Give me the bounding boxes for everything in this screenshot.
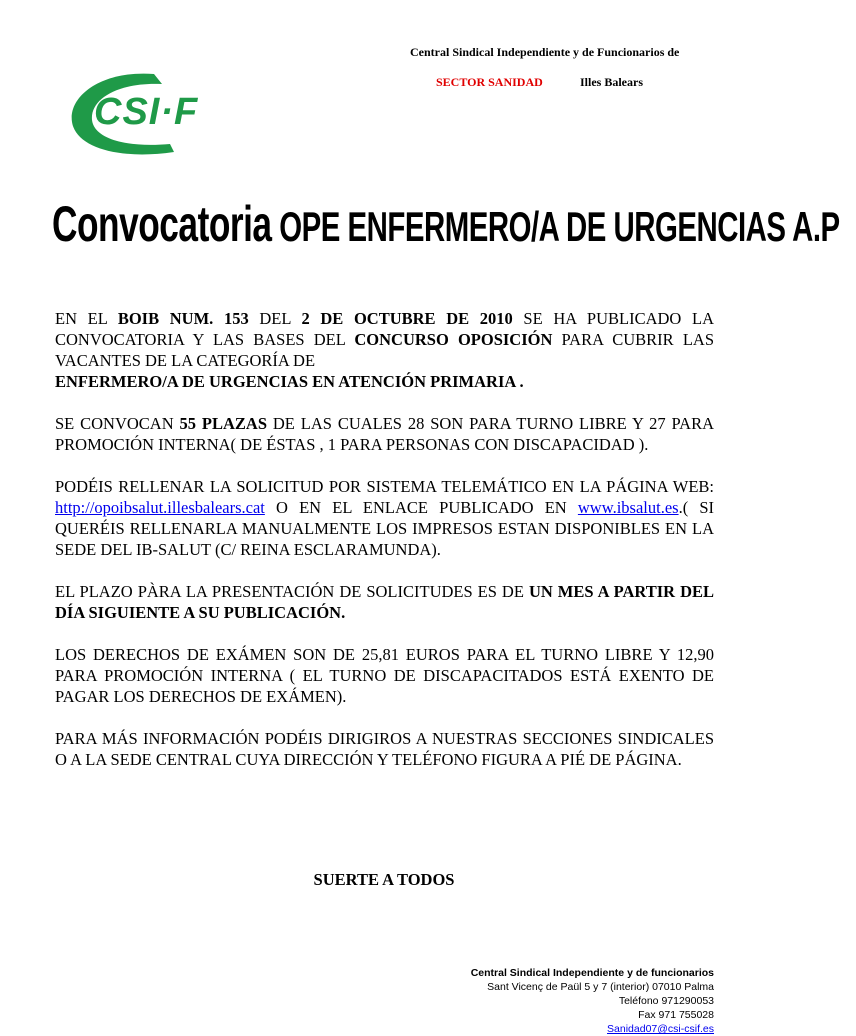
csif-logo <box>62 68 247 158</box>
title-rest: OPE ENFERMERO/A DE URGENCIAS A.P <box>279 204 840 251</box>
ibsalut-link[interactable]: www.ibsalut.es <box>577 498 679 517</box>
closing-text: SUERTE A TODOS <box>313 870 455 889</box>
paragraph-derechos: LOS DERECHOS DE EXÁMEN SON DE 25,81 EUROS PARA EL TURNO LIBRE Y 12,90 PARA PROMOCIÓN INTERNA ( EL TURNO DE DISCAPACITADOS ESTÁ EXENTO DE PAGAR LOS DERECHOS DE EXÁMEN). <box>55 645 714 706</box>
opoibsalut-link[interactable]: http://opoibsalut.illesbalears.cat <box>55 498 265 517</box>
header-org-line: Central Sindical Independiente y de Funcionarios de <box>410 45 680 59</box>
paragraph-boib: EN EL BOIB NUM. 153 DEL 2 DE OCTUBRE DE 2010 SE HA PUBLICADO LA CONVOCATORIA Y LAS BASES DEL CONCURSO OPOSICIÓN PARA CUBRIR LAS VACANTES DE LA CATEGORÍA DE <box>55 309 714 370</box>
footer-org: Central Sindical Independiente y de funcionarios <box>470 967 714 979</box>
paragraph-plazo: EL PLAZO PÀRA LA PRESENTACIÓN DE SOLICITUDES ES DE UN MES A PARTIR DEL DÍA SIGUIENTE A SU PUBLICACIÓN. <box>55 582 714 622</box>
logo-text: CSI·F <box>94 91 199 133</box>
footer <box>314 966 714 1036</box>
paragraph-informacion: PARA MÁS INFORMACIÓN PODÉIS DIRIGIROS A NUESTRAS SECCIONES SINDICALES O A LA SEDE CENTRAL CUYA DIRECCIÓN Y TELÉFONO FIGURA A PIÉ DE PÁGINA. <box>55 729 714 769</box>
paragraph-solicitud: PODÉIS RELLENAR LA SOLICITUD POR SISTEMA TELEMÁTICO EN LA PÁGINA WEB: http://opoibsalut.illesbalears.cat O EN EL ENLACE PUBLICADO EN www.ibsalut.es.( SI QUERÉIS RELLENARLA MANUALMENTE LOS IMPRESOS ESTAN DISPONIBLES EN LA SEDE DEL IB-SALUT (C/ REINA ESCLARAMUNDA). <box>55 477 715 559</box>
paragraph-plazas: SE CONVOCAN 55 PLAZAS DE LAS CUALES 28 SON PARA TURNO LIBRE Y 27 PARA PROMOCIÓN INTERNA( DE ÉSTAS , 1 PARA PERSONAS CON DISCAPACIDAD ). <box>55 414 714 454</box>
footer-fax: Fax 971 755028 <box>638 1009 714 1021</box>
header-region: Illes Balears <box>580 75 643 89</box>
title-word: Convocatoria <box>52 194 272 252</box>
footer-email-link[interactable]: Sanidad07@csi-csif.es <box>607 1023 714 1035</box>
header-sector: SECTOR SANIDAD <box>436 75 543 89</box>
footer-address: Sant Vicenç de Paül 5 y 7 (interior) 07010 Palma <box>487 981 714 993</box>
document-title <box>52 194 840 256</box>
footer-phone: Teléfono 971290053 <box>618 995 714 1007</box>
paragraph-category: ENFERMERO/A DE URGENCIAS EN ATENCIÓN PRIMARIA . <box>55 372 524 391</box>
document-body <box>55 308 714 791</box>
